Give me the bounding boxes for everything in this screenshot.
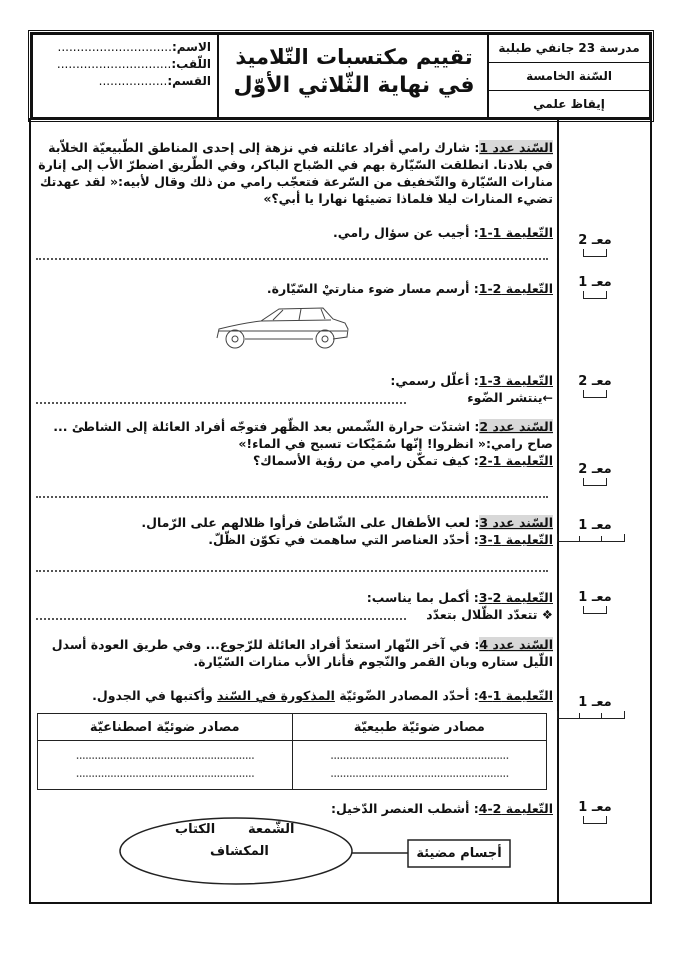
instruction-label: التّعليمة 2-1 — [478, 281, 553, 296]
instruction-label: التّعليمة 2-3 — [478, 590, 553, 605]
light-sources-table — [37, 713, 547, 790]
school-info — [487, 35, 649, 117]
document-text: : لعب الأطفال على الشّاطئ فرأوا ظلالهم على الرّمال. — [141, 515, 480, 530]
instruction-3-1 — [33, 531, 553, 548]
score-box[interactable] — [583, 390, 607, 398]
score-mark-2-1: معـ 2 — [565, 462, 625, 486]
answer-line[interactable] — [36, 618, 406, 620]
car-drawing[interactable] — [213, 305, 353, 355]
document-1 — [33, 139, 553, 207]
document-label: السّند عدد 4 — [479, 637, 553, 652]
item-flashlight[interactable]: المكشاف — [210, 844, 269, 859]
student-info — [33, 35, 217, 117]
category-label: أجسام مضيئة — [416, 846, 502, 861]
answer-prompt: ←ينتشر الضّوء — [467, 390, 553, 405]
document-text: : شارك رامي أفراد عائلته في نزهة إلى إحدى المناطق الطّبيعيّة الخلاّبة في بلادنا. انطلقت السّيّارة بهم في الصّباح الباكر، وفي الطّريق اضطرّ الأب إلى إنارة منارات السّيّارة والتّخفيف من السّرعة فتعجّب رامي من ذلك وقال لأبيه:« لقد عهدتك تضيء المنارات ليلا فلماذا تضيئها نهارا يا أبي؟» — [38, 140, 553, 206]
column-natural-sources: مصادر ضوئيّة طبيعيّة — [292, 714, 547, 741]
instruction-text: : أشطب العنصر الدّخيل: — [330, 801, 479, 816]
title-line-2: في نهاية الثّلاثي الأوّل — [233, 73, 475, 98]
exam-title — [217, 35, 489, 117]
surname-field[interactable] — [33, 56, 217, 73]
surname-label: اللّقب: — [171, 57, 211, 71]
item-book[interactable]: الكتاب — [175, 822, 216, 837]
score-mark-4-1: معـ 1 — [565, 695, 625, 719]
score-mark-4-2: معـ 1 — [565, 800, 625, 824]
instruction-text: : أحدّد المصادر الضّوئيّة — [334, 688, 479, 703]
document-3 — [33, 514, 553, 531]
instruction-1-2 — [33, 280, 553, 297]
instruction-label: التّعليمة 1-2 — [478, 453, 553, 468]
score-box[interactable] — [557, 711, 625, 719]
instruction-text: : أحدّد العناصر التي ساهمت في تكوّن الظّلّ. — [208, 532, 479, 547]
natural-sources-cell[interactable]: ......................................................... ......................................................... — [292, 741, 547, 790]
document-text: : في آخر النّهار استعدّ أفراد العائلة للرّجوع... وفي طريق العودة أسدل اللّيل ستاره وبان القمر والنّجوم فأنار الأب منارات السّيّارة. — [51, 637, 553, 669]
score-mark-1-2: معـ 1 — [565, 275, 625, 299]
marks-column-divider — [557, 118, 559, 904]
column-artificial-sources: مصادر ضوئيّة اصطناعيّة — [38, 714, 293, 741]
answer-line[interactable] — [36, 402, 406, 404]
score-box[interactable] — [557, 534, 625, 542]
document-label: السّند عدد 3 — [479, 515, 553, 530]
score-mark-3-2: معـ 1 — [565, 590, 625, 614]
exam-header — [30, 32, 652, 120]
instruction-2-1 — [33, 452, 553, 469]
fill-in-prompt: ❖ تتعدّد الظّلال بتعدّد — [426, 607, 553, 622]
subject: إيقاظ علمي — [533, 97, 605, 111]
instruction-label: التّعليمة 1-3 — [478, 532, 553, 547]
name-field[interactable] — [33, 39, 217, 56]
instruction-label: التّعليمة 3-1 — [478, 373, 553, 388]
instruction-label: التّعليمة 1-4 — [478, 688, 553, 703]
instruction-label: التّعليمة 1-1 — [478, 225, 553, 240]
instruction-emphasis: المذكورة في السّند — [217, 688, 335, 703]
instruction-text: : أجيب عن سؤال رامي. — [333, 225, 479, 240]
answer-line[interactable] — [36, 496, 548, 498]
document-label: السّند عدد 2 — [479, 419, 553, 434]
item-candle[interactable]: الشّمعة — [248, 822, 295, 837]
score-box[interactable] — [583, 478, 607, 486]
school-name: مدرسة 23 جانفي طبلبة — [489, 35, 649, 63]
document-text: : اشتدّت حرارة الشّمس بعد الظّهر فتوجّه أفراد العائلة إلى الشاطئ ... صاح رامي:« انظروا! إنّها سُمَيْكات تسبح في الماء!» — [53, 419, 553, 451]
grade-level: السّنة الخامسة — [489, 63, 649, 91]
document-label: السّند عدد 1 — [479, 140, 553, 155]
answer-line[interactable] — [36, 258, 548, 260]
instruction-text: : أرسم مسار ضوء منارتيْ السّيّارة. — [266, 281, 479, 296]
instruction-1-1 — [33, 224, 553, 241]
name-label: الاسم: — [171, 40, 211, 54]
instruction-text: : أكمل بما يناسب: — [366, 590, 479, 605]
score-box[interactable] — [583, 606, 607, 614]
instruction-label: التّعليمة 2-4 — [478, 801, 553, 816]
score-box[interactable] — [583, 249, 607, 257]
instruction-text: وأكتبها في الجدول. — [92, 688, 218, 703]
class-blank[interactable]: .................. — [98, 74, 168, 88]
surname-blank[interactable]: .............................. — [56, 57, 172, 71]
artificial-sources-cell[interactable]: ......................................................... ......................................................... — [38, 741, 293, 790]
answer-line[interactable] — [36, 570, 548, 572]
score-mark-1-3: معـ 2 — [565, 374, 625, 398]
score-mark-1-1: معـ 2 — [565, 233, 625, 257]
document-2 — [33, 418, 553, 452]
class-label: القسم: — [167, 74, 211, 88]
instruction-4-1 — [33, 687, 553, 704]
title-line-1: تقييم مكتسبات التّلاميذ — [235, 45, 473, 69]
score-box[interactable] — [583, 816, 607, 824]
score-box[interactable] — [583, 291, 607, 299]
class-field[interactable] — [33, 73, 217, 90]
document-4 — [33, 636, 553, 670]
name-blank[interactable]: .............................. — [57, 40, 172, 54]
instruction-1-3 — [33, 372, 553, 406]
instruction-text: : كيف تمكّن رامي من رؤية الأسماك؟ — [253, 453, 479, 468]
score-mark-3-1: معـ 1 — [565, 518, 625, 542]
instruction-text: : أعلّل رسمي: — [390, 373, 479, 388]
